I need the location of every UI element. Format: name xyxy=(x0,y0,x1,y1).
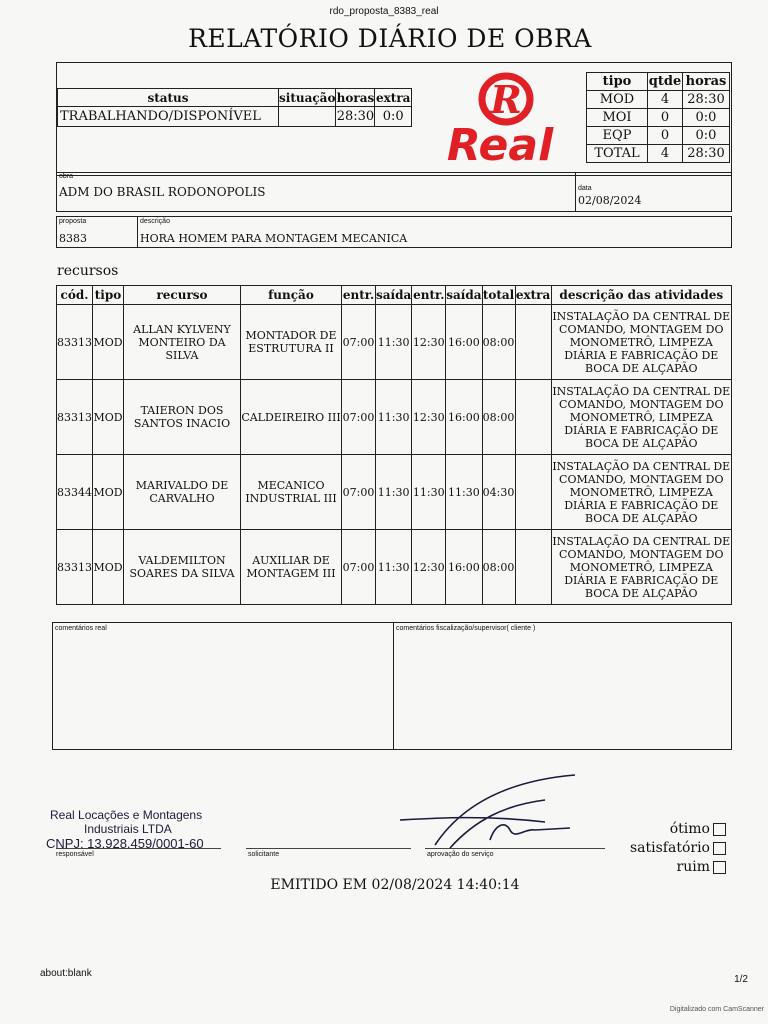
summary-horas: 28:30 xyxy=(683,145,730,163)
col-tipo: tipo xyxy=(93,286,124,305)
logo-text: Real xyxy=(446,120,554,166)
rating-satisfatorio-label: satisfatório xyxy=(629,840,710,856)
status-table xyxy=(57,88,412,127)
cell-cod: 83313 xyxy=(57,530,93,605)
summary-tipo: EQP xyxy=(587,127,648,145)
rating-ruim[interactable] xyxy=(600,858,726,877)
page-number: 1/2 xyxy=(734,974,748,985)
descricao-label: descrição xyxy=(140,218,170,225)
summary-tipo: MOI xyxy=(587,109,648,127)
summary-horas: 0:0 xyxy=(683,109,730,127)
document-filename: rdo_proposta_8383_real xyxy=(329,6,439,17)
checkbox-icon[interactable] xyxy=(713,861,726,874)
solicitante-label: solicitante xyxy=(248,851,280,858)
situacao-header: situação xyxy=(279,90,336,105)
cell-recurso: VALDEMILTON SOARES DA SILVA xyxy=(124,530,241,605)
obra-value: ADM DO BRASIL RODONOPOLIS xyxy=(59,185,266,199)
checkbox-icon[interactable] xyxy=(713,842,726,855)
cell-total: 08:00 xyxy=(482,380,515,455)
col-entr2: entr. xyxy=(412,286,446,305)
obra-label: obra xyxy=(59,173,74,180)
rating-ruim-label: ruim xyxy=(676,859,710,875)
cell-extra xyxy=(515,305,551,380)
col-entr1: entr. xyxy=(342,286,376,305)
stamp-cnpj: CNPJ: 13.928.459/0001-60 xyxy=(46,836,204,851)
col-funcao: função xyxy=(241,286,342,305)
rating-otimo-label: ótimo xyxy=(669,821,710,837)
cell-entr1: 07:00 xyxy=(342,455,376,530)
cell-entr1: 07:00 xyxy=(342,305,376,380)
cell-entr2: 12:30 xyxy=(412,380,446,455)
table-row xyxy=(57,305,732,380)
rating-otimo[interactable] xyxy=(600,820,726,839)
col-cod: cód. xyxy=(57,286,93,305)
cell-extra xyxy=(515,380,551,455)
col-saida2: saída xyxy=(446,286,482,305)
cell-saida1: 11:30 xyxy=(376,305,412,380)
cell-descricao: INSTALAÇÃO DA CENTRAL DE COMANDO, MONTAGEM DO MONOMETRÔ, LIMPEZA DIÁRIA E FABRICAÇÃO DE BOCA DE ALÇAPÃO xyxy=(551,305,731,380)
recursos-header-row xyxy=(57,286,732,305)
cell-descricao: INSTALAÇÃO DA CENTRAL DE COMANDO, MONTAGEM DO MONOMETRÔ, LIMPEZA DIÁRIA E FABRICAÇÃO DE BOCA DE ALÇAPÃO xyxy=(551,455,731,530)
tipo-header: tipo xyxy=(587,73,648,91)
cell-recurso: MARIVALDO DE CARVALHO xyxy=(124,455,241,530)
data-label: data xyxy=(578,185,592,192)
company-stamp xyxy=(46,808,204,851)
cell-funcao: MECANICO INDUSTRIAL III xyxy=(241,455,342,530)
proposta-section xyxy=(56,216,732,248)
cell-saida2: 16:00 xyxy=(446,530,482,605)
aprovacao-label: aprovação do serviço xyxy=(427,851,494,858)
footer-url: about:blank xyxy=(40,968,92,979)
stamp-line: Real Locações e Montagens xyxy=(50,808,203,822)
col-recurso: recurso xyxy=(124,286,241,305)
cell-funcao: AUXILIAR DE MONTAGEM III xyxy=(241,530,342,605)
table-row xyxy=(57,380,732,455)
table-row xyxy=(57,530,732,605)
summary-row xyxy=(587,91,730,109)
cell-entr2: 11:30 xyxy=(412,455,446,530)
cell-cod: 83313 xyxy=(57,380,93,455)
cell-total: 08:00 xyxy=(482,305,515,380)
cell-tipo: MOD xyxy=(93,305,124,380)
status-value: TRABALHANDO/DISPONÍVEL xyxy=(58,107,279,127)
cell-extra xyxy=(515,455,551,530)
status-header: status xyxy=(58,89,279,107)
descricao-value: HORA HOMEM PARA MONTAGEM MECANICA xyxy=(140,232,408,245)
page-title: RELATÓRIO DIÁRIO DE OBRA xyxy=(188,24,592,53)
summary-horas: 28:30 xyxy=(683,91,730,109)
situacao-value xyxy=(279,107,336,127)
cell-recurso: ALLAN KYLVENY MONTEIRO DA SILVA xyxy=(124,305,241,380)
cell-descricao: INSTALAÇÃO DA CENTRAL DE COMANDO, MONTAGEM DO MONOMETRÔ, LIMPEZA DIÁRIA E FABRICAÇÃO DE BOCA DE ALÇAPÃO xyxy=(551,530,731,605)
extra-header: extra xyxy=(376,90,411,105)
summary-total-row xyxy=(587,145,730,163)
cell-entr1: 07:00 xyxy=(342,380,376,455)
summary-table xyxy=(586,72,730,163)
cell-total: 08:00 xyxy=(482,530,515,605)
real-logo-icon xyxy=(420,66,580,166)
cell-total: 04:30 xyxy=(482,455,515,530)
cell-funcao: CALDEIREIRO III xyxy=(241,380,342,455)
company-logo xyxy=(420,66,580,166)
cell-saida2: 16:00 xyxy=(446,305,482,380)
qtde-header: qtde xyxy=(648,74,682,89)
summary-qtde: 0 xyxy=(648,127,683,145)
recursos-title: recursos xyxy=(57,263,119,279)
cell-cod: 83313 xyxy=(57,305,93,380)
signature-icon xyxy=(395,770,585,860)
summary-tipo: TOTAL xyxy=(587,145,648,163)
rating-satisfatorio[interactable] xyxy=(600,839,726,858)
cell-tipo: MOD xyxy=(93,530,124,605)
cell-saida1: 11:30 xyxy=(376,455,412,530)
col-total: total xyxy=(482,286,515,305)
summary-qtde: 0 xyxy=(648,109,683,127)
horas-value: 28:30 xyxy=(336,107,375,127)
cell-extra xyxy=(515,530,551,605)
logo-letter: R xyxy=(490,77,522,122)
col-extra: extra xyxy=(515,286,551,305)
cell-saida1: 11:30 xyxy=(376,530,412,605)
cell-saida1: 11:30 xyxy=(376,380,412,455)
proposta-value: 8383 xyxy=(59,232,87,245)
extra-value: 0:0 xyxy=(375,107,412,127)
cell-recurso: TAIERON DOS SANTOS INACIO xyxy=(124,380,241,455)
responsavel-label: responsável xyxy=(56,851,94,858)
cell-saida2: 16:00 xyxy=(446,380,482,455)
summary-qtde: 4 xyxy=(648,145,683,163)
table-row xyxy=(57,455,732,530)
data-value: 02/08/2024 xyxy=(578,194,642,207)
comments-client-label: comentários fiscalização/supervisor( cliente ) xyxy=(396,625,536,632)
recursos-table xyxy=(56,285,732,605)
col-saida1: saída xyxy=(376,286,412,305)
summary-tipo: MOD xyxy=(587,91,648,109)
summary-qtde: 4 xyxy=(648,91,683,109)
cell-tipo: MOD xyxy=(93,380,124,455)
comments-real-label: comentários real xyxy=(55,625,107,632)
cell-entr1: 07:00 xyxy=(342,530,376,605)
cell-funcao: MONTADOR DE ESTRUTURA II xyxy=(241,305,342,380)
summary-row xyxy=(587,109,730,127)
checkbox-icon[interactable] xyxy=(713,823,726,836)
summary-horas-header: horas xyxy=(683,73,730,91)
cell-saida2: 11:30 xyxy=(446,455,482,530)
comments-section xyxy=(52,622,732,750)
col-descricao: descrição das atividades xyxy=(551,286,731,305)
stamp-line: Industriais LTDA xyxy=(84,822,172,836)
proposta-label: proposta xyxy=(59,218,87,225)
cell-descricao: INSTALAÇÃO DA CENTRAL DE COMANDO, MONTAGEM DO MONOMETRÔ, LIMPEZA DIÁRIA E FABRICAÇÃO DE BOCA DE ALÇAPÃO xyxy=(551,380,731,455)
cell-tipo: MOD xyxy=(93,455,124,530)
summary-horas: 0:0 xyxy=(683,127,730,145)
obra-section xyxy=(56,172,732,212)
summary-row xyxy=(587,127,730,145)
rating-options xyxy=(600,820,726,877)
horas-header: horas xyxy=(336,90,375,105)
cell-cod: 83344 xyxy=(57,455,93,530)
cell-entr2: 12:30 xyxy=(412,530,446,605)
cell-entr2: 12:30 xyxy=(412,305,446,380)
scanner-watermark: Digitalizado com CamScanner xyxy=(669,1006,764,1013)
emitido-text: EMITIDO EM 02/08/2024 14:40:14 xyxy=(270,877,520,893)
